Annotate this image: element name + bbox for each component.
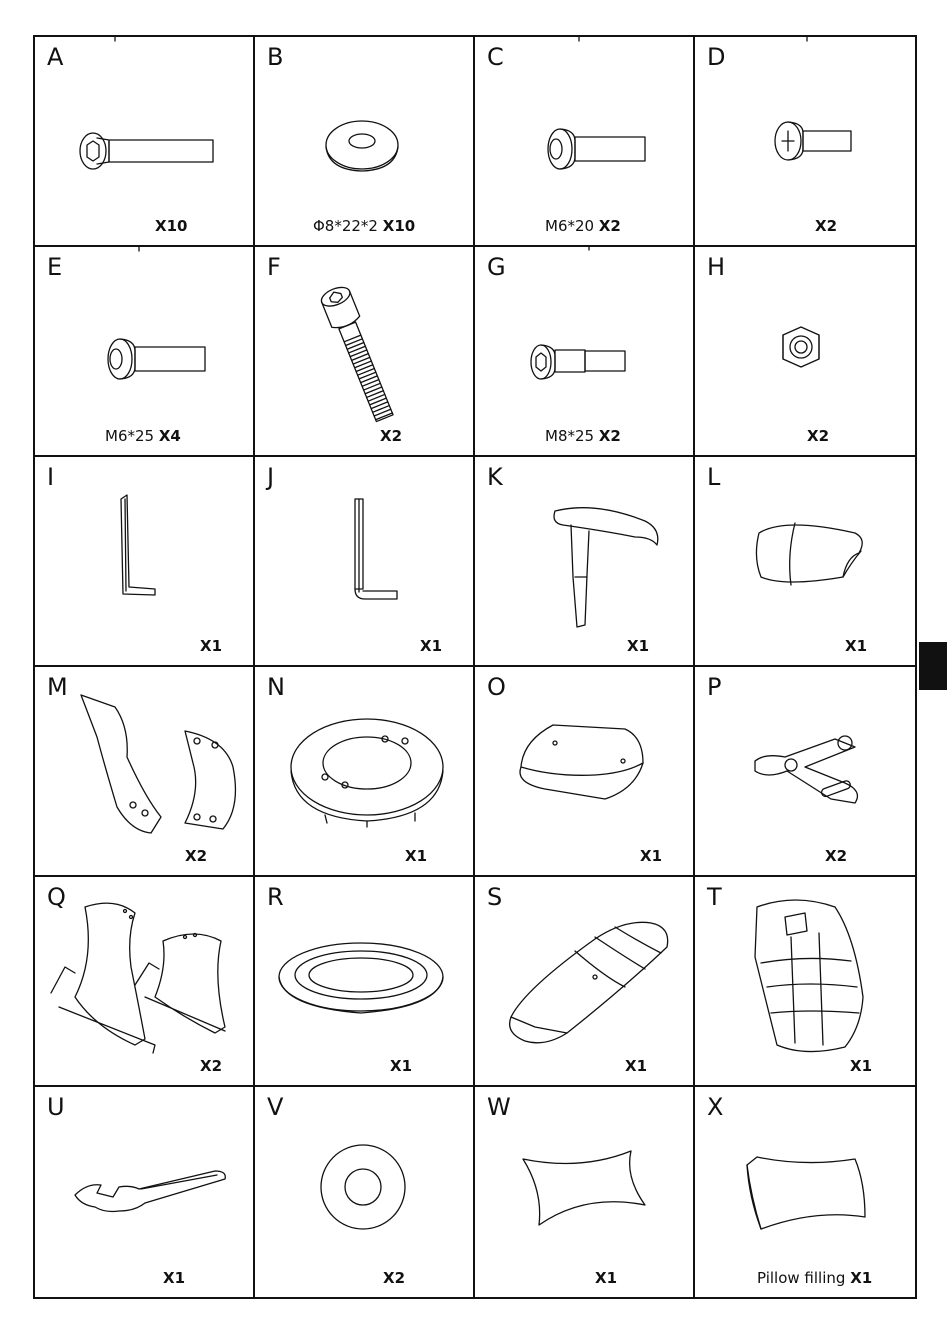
phillips-screw-icon [695,37,914,245]
hex-key-large-icon [255,457,474,665]
part-quantity [200,637,222,655]
part-spec: Pillow filling [757,1269,846,1287]
seat-cushion-icon [475,667,694,875]
part-quantity [807,427,829,445]
part-cell-n [255,667,475,877]
part-letter: E [47,253,63,281]
button-head-bolt-icon [475,37,694,245]
part-cell-b [255,37,475,247]
part-cell-u [35,1087,255,1297]
part-count: X2 [598,217,621,235]
part-cell-a [35,37,255,247]
part-cell-i [35,457,255,667]
part-letter: U [47,1093,65,1121]
part-cell-j [255,457,475,667]
rocker-frame-icon [35,877,254,1085]
seat-base-ring-icon [255,667,474,875]
part-quantity [383,1269,405,1287]
part-quantity [640,847,662,865]
part-quantity [380,427,402,445]
part-cell-p [695,667,915,877]
part-cell-o [475,667,695,877]
parts-grid [33,35,917,1299]
part-cell-e [35,247,255,457]
part-cell-v [255,1087,475,1297]
part-quantity [545,427,621,445]
part-count: X1 [405,847,428,865]
part-cell-l [695,457,915,667]
part-quantity [595,1269,617,1287]
wrench-icon [35,1087,254,1295]
part-quantity [185,847,207,865]
hex-nut-icon [695,247,914,455]
part-count: X10 [155,217,188,235]
washer-icon [255,37,474,245]
part-count: X2 [807,427,830,445]
footrest-pad-icon [475,877,694,1085]
part-cell-s [475,877,695,1087]
part-quantity [200,1057,222,1075]
socket-cap-screw-icon [255,247,474,455]
part-letter: I [47,463,55,491]
lumbar-pillow-icon [475,1087,694,1295]
page-edge-tab [919,642,947,690]
part-cell-q [35,877,255,1087]
part-count: X2 [185,847,208,865]
part-quantity [825,847,847,865]
part-letter: C [487,43,504,71]
part-count: X2 [825,847,848,865]
part-spec: M6*25 [105,427,155,445]
part-letter: F [267,253,281,281]
part-quantity [390,1057,412,1075]
part-cell-t [695,877,915,1087]
part-count: X1 [390,1057,413,1075]
part-quantity [545,217,621,235]
part-letter: H [707,253,726,281]
part-letter: O [487,673,506,701]
part-cell-k [475,457,695,667]
part-count: X1 [627,637,650,655]
headrest-icon [695,457,914,665]
part-letter: M [47,673,68,701]
part-letter: X [707,1093,724,1121]
part-letter: P [707,673,722,701]
part-count: X10 [382,217,416,235]
armrest-icon [475,457,694,665]
pillow-filling-icon [695,1087,914,1295]
part-cell-m [35,667,255,877]
part-count: X2 [815,217,838,235]
part-count: X4 [158,427,181,445]
part-count: X1 [640,847,663,865]
part-quantity [627,637,649,655]
part-cell-c [475,37,695,247]
part-count: X1 [845,637,868,655]
part-cell-x [695,1087,915,1297]
part-spec: M8*25 [545,427,595,445]
part-count: X1 [625,1057,648,1075]
part-letter: B [267,43,284,71]
part-count: X1 [163,1269,186,1287]
part-spec: M6*20 [545,217,595,235]
part-letter: W [487,1093,511,1121]
part-cell-f [255,247,475,457]
part-quantity [845,637,867,655]
button-head-bolt-icon [35,247,254,455]
part-quantity [155,217,187,235]
part-cell-w [475,1087,695,1297]
part-letter: L [707,463,721,491]
part-quantity [405,847,427,865]
part-quantity [625,1057,647,1075]
part-spec: Φ8*22*2 [313,217,378,235]
part-count: X1 [850,1057,873,1075]
part-count: X2 [200,1057,223,1075]
part-quantity [850,1057,872,1075]
hex-key-small-icon [35,457,254,665]
part-cell-g [475,247,695,457]
part-letter: K [487,463,503,491]
part-cell-d [695,37,915,247]
part-cell-r [255,877,475,1087]
part-count: X1 [595,1269,618,1287]
part-count: X1 [850,1269,873,1287]
hex-bolt-icon [35,37,254,245]
large-washer-icon [255,1087,474,1295]
part-count: X2 [380,427,403,445]
part-count: X2 [598,427,621,445]
part-cell-h [695,247,915,457]
part-quantity [313,217,415,235]
shoulder-bolt-icon [475,247,694,455]
part-quantity [815,217,837,235]
hinge-plate-icon [695,667,914,875]
part-letter: N [267,673,285,701]
backrest-icon [695,877,914,1085]
part-count: X1 [420,637,443,655]
part-quantity [420,637,442,655]
part-letter: G [487,253,506,281]
part-letter: R [267,883,284,911]
swivel-plate-icon [255,877,474,1085]
part-letter: J [267,463,275,491]
part-quantity [163,1269,185,1287]
part-letter: T [707,883,722,911]
part-count: X2 [383,1269,406,1287]
part-letter: V [267,1093,284,1121]
part-letter: Q [47,883,66,911]
side-bracket-icon [35,667,254,875]
part-quantity [105,427,181,445]
part-letter: D [707,43,726,71]
part-letter: S [487,883,503,911]
part-quantity [757,1269,872,1287]
part-letter: A [47,43,64,71]
part-count: X1 [200,637,223,655]
